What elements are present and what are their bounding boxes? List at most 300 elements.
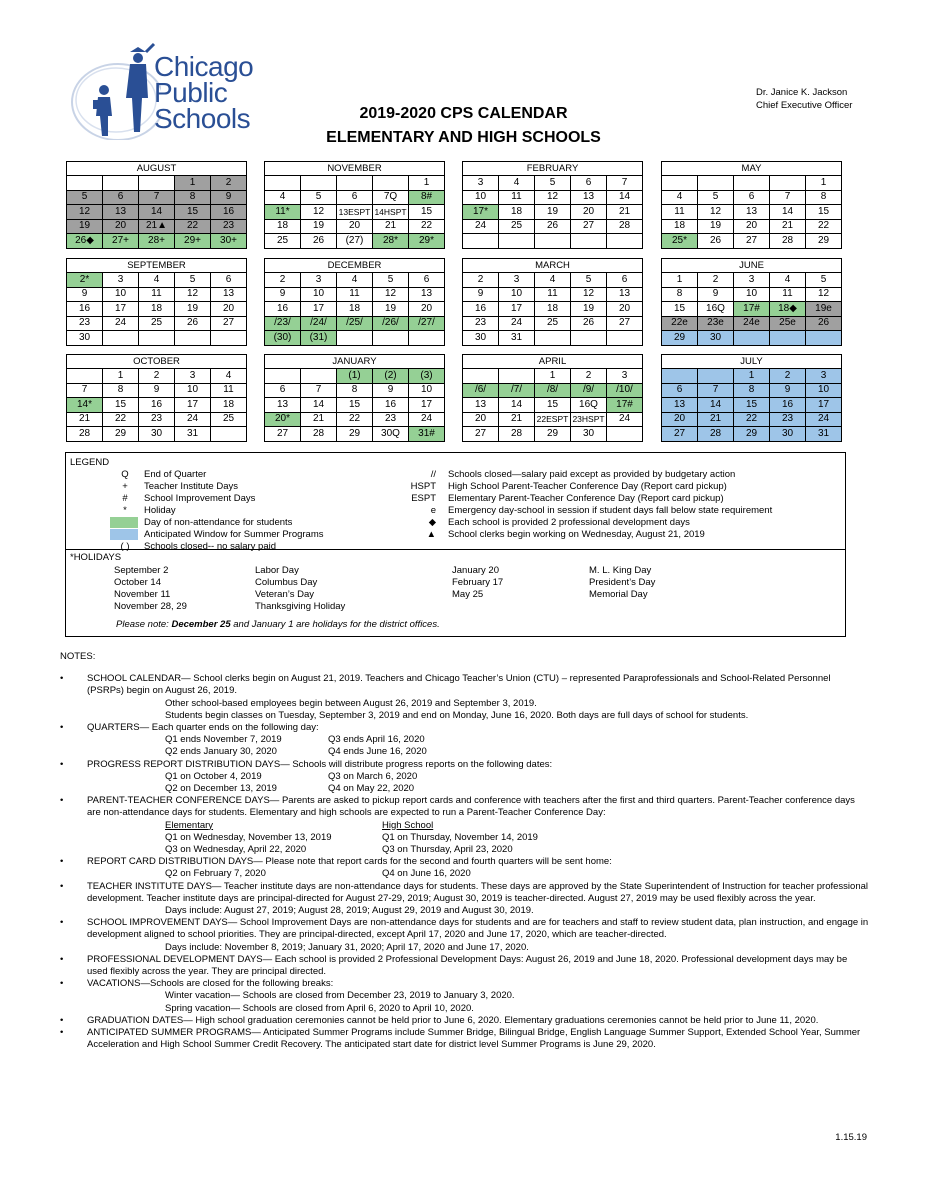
day-cell: 8 [734,383,770,398]
day-cell [265,176,301,191]
week-row [265,176,445,191]
legend-symbol: HSPT [410,481,436,492]
week-row [662,273,842,288]
legend-text: Holiday [144,505,176,516]
page-title [0,102,927,150]
day-cell: 8 [662,287,698,302]
day-cell: 9 [211,190,247,205]
day-cell: 26 [571,316,607,331]
note-item [60,856,870,880]
day-cell: 17 [409,398,445,413]
bullet-icon: • [60,1014,64,1026]
day-cell: 20 [409,302,445,317]
day-cell: 28 [698,427,734,442]
note-wide-cell: Elementary [165,819,214,831]
note-wide-row [60,844,870,856]
day-cell: 19 [175,302,211,317]
day-cell: 13 [662,398,698,413]
week-row [463,427,643,442]
note-subline: Other school-based employees begin between August 26, 2019 and September 3, 2019. [165,697,537,709]
month-table-december [264,258,445,346]
day-cell: 3 [806,369,842,384]
note-text: TEACHER INSTITUTE DAYS— Teacher institute days are non-attendance days for students. These days are approved by the State Superintendent of Instruction for teacher professional development. Teacher institute days are principal-directed for August 27-29, 2019; August 30, 2019 is teacher-directed. August 27, 2019 may be used flexibly across the year. [87,880,868,904]
week-row [265,383,445,398]
legend-symbol: ESPT [411,493,436,504]
day-cell: 21 [698,412,734,427]
day-cell: 5 [373,273,409,288]
day-cell: 20 [211,302,247,317]
day-cell: 18 [499,205,535,220]
legend-text: Schools closed-- no salary paid [144,541,277,552]
day-cell: 29 [103,427,139,442]
note-pair-cell: Q1 on October 4, 2019 [165,770,262,782]
day-cell: (31) [301,331,337,346]
day-cell: 26 [535,219,571,234]
day-cell: 26 [806,316,842,331]
day-cell: 23 [211,219,247,234]
title-line-1: 2019-2020 CPS CALENDAR [359,105,568,122]
month-name: JUNE [662,259,842,273]
legend-text: Emergency day-school in session if student days fall below state requirement [448,505,773,516]
day-cell: /7/ [499,383,535,398]
note-item [60,759,870,796]
note-text: REPORT CARD DISTRIBUTION DAYS— Please note that report cards for the second and fourth quarters will be sent home: [87,856,612,868]
day-cell: 30 [770,427,806,442]
note-subline: Students begin classes on Tuesday, September 3, 2019 and end on Monday, June 16, 2020. Both days are full days of school for students. [165,709,749,721]
note-pair-row [60,783,870,795]
day-cell: 9 [373,383,409,398]
day-cell [734,176,770,191]
day-cell: 12 [301,205,337,220]
legend-text: Each school is provided 2 professional development days [448,517,690,528]
day-cell: 1 [103,369,139,384]
day-cell: 29* [409,234,445,249]
day-cell: 5 [301,190,337,205]
day-cell: 6 [337,190,373,205]
day-cell: 3 [734,273,770,288]
week-row [463,302,643,317]
day-cell: 15 [734,398,770,413]
week-row [463,331,643,346]
week-row [265,316,445,331]
note-subline: Days include: November 8, 2019; January 31, 2020; April 17, 2020 and June 17, 2020. [165,941,529,953]
month-table-september [66,258,247,346]
day-cell [499,234,535,249]
week-row [662,383,842,398]
note-subline: Winter vacation— Schools are closed from December 23, 2019 to January 3, 2020. [165,990,515,1002]
day-cell: 31 [806,427,842,442]
month-table-october [66,354,247,442]
note-subline: Spring vacation— Schools are closed from April 6, 2020 to April 10, 2020. [165,1002,474,1014]
day-cell: 7 [698,383,734,398]
day-cell: 13 [463,398,499,413]
month-name: APRIL [463,355,643,369]
day-cell: 28* [373,234,409,249]
day-cell: 21 [499,412,535,427]
month-name: AUGUST [67,162,247,176]
day-cell: 23 [463,316,499,331]
legend-text: Elementary Parent-Teacher Conference Day (Report card pickup) [448,493,724,504]
day-cell: 9 [265,287,301,302]
day-cell: 25 [535,316,571,331]
day-cell: 2 [265,273,301,288]
legend-text: End of Quarter [144,469,207,480]
day-cell [571,331,607,346]
day-cell: /10/ [607,383,643,398]
day-cell [698,369,734,384]
day-cell: /25/ [337,316,373,331]
note-wide-cell: Q1 on Thursday, November 14, 2019 [382,831,538,843]
executive-title: Chief Executive Officer [756,100,853,111]
week-row [662,412,842,427]
day-cell: 23 [373,412,409,427]
day-cell [499,369,535,384]
day-cell [662,369,698,384]
day-cell: 17* [463,205,499,220]
day-cell: 27 [662,427,698,442]
day-cell: (1) [337,369,373,384]
day-cell: 22 [337,412,373,427]
week-row [265,412,445,427]
day-cell: 7 [67,383,103,398]
week-row [67,287,247,302]
day-cell: 12 [535,190,571,205]
day-cell: 2 [211,176,247,191]
day-cell: 28 [301,427,337,442]
day-cell: 27 [211,316,247,331]
day-cell: 11 [139,287,175,302]
day-cell: 28 [770,234,806,249]
day-cell: 28+ [139,234,175,249]
holiday-cell: M. L. King Day [589,565,652,576]
legend-text: School Improvement Days [144,493,256,504]
day-cell: 15 [103,398,139,413]
day-cell: 31# [409,427,445,442]
district-note [116,619,440,630]
day-cell: /6/ [463,383,499,398]
week-row [463,234,643,249]
day-cell: 10 [103,287,139,302]
day-cell: 1 [535,369,571,384]
day-cell [770,331,806,346]
month-name: JANUARY [265,355,445,369]
day-cell: 19 [535,205,571,220]
day-cell: 16 [139,398,175,413]
month-name: MARCH [463,259,643,273]
day-cell: 15 [662,302,698,317]
day-cell: 25 [265,234,301,249]
day-cell: 21 [301,412,337,427]
holiday-cell: Memorial Day [589,589,648,600]
day-cell: 22 [409,219,445,234]
day-cell [103,176,139,191]
bullet-icon: • [60,856,64,868]
day-cell: 22 [806,219,842,234]
day-cell: 20 [337,219,373,234]
day-cell: 19e [806,302,842,317]
legend-text: Anticipated Window for Summer Programs [144,529,324,540]
week-row [265,302,445,317]
note-wide-cell: High School [382,819,434,831]
executive-name: Dr. Janice K. Jackson [756,87,848,98]
holiday-cell: November 28, 29 [114,601,187,612]
day-cell: 12 [571,287,607,302]
day-cell: 5 [67,190,103,205]
day-cell: 21 [770,219,806,234]
day-cell: 5 [698,190,734,205]
day-cell: 21 [607,205,643,220]
week-row [662,234,842,249]
holiday-cell: Veteran’s Day [255,589,314,600]
day-cell: 15 [409,205,445,220]
week-row [67,273,247,288]
week-row [662,219,842,234]
day-cell: 26 [175,316,211,331]
day-cell: 13ESPT [337,205,373,220]
legend-divider [66,549,845,550]
day-cell: 2 [139,369,175,384]
week-row [662,316,842,331]
day-cell: 22 [734,412,770,427]
day-cell: 24e [734,316,770,331]
day-cell: 25 [211,412,247,427]
legend-box [65,452,846,637]
day-cell: 2* [67,273,103,288]
legend-text: School clerks begin working on Wednesday, August 21, 2019 [448,529,705,540]
day-cell: 17# [734,302,770,317]
day-cell: 22ESPT [535,412,571,427]
day-cell: 6 [662,383,698,398]
day-cell: 3 [607,369,643,384]
day-cell: 20 [734,219,770,234]
day-cell: 3 [499,273,535,288]
day-cell: 7 [770,190,806,205]
bullet-icon: • [60,880,64,892]
day-cell [67,176,103,191]
day-cell: (3) [409,369,445,384]
week-row [463,383,643,398]
month-table-february [462,161,643,249]
month-table-august [66,161,247,249]
day-cell: 30 [571,427,607,442]
day-cell: 18◆ [770,302,806,317]
day-cell: 21 [373,219,409,234]
note-wide-cell: Q2 on February 7, 2020 [165,868,266,880]
day-cell: 26 [698,234,734,249]
day-cell: 23e [698,316,734,331]
week-row [67,316,247,331]
note-pair-cell: Q3 on March 6, 2020 [328,770,418,782]
week-row [463,273,643,288]
day-cell: 9 [463,287,499,302]
day-cell: 24 [499,316,535,331]
bullet-icon: • [60,978,64,990]
day-cell: 6 [265,383,301,398]
day-cell: 13 [571,190,607,205]
bullet-icon: • [60,1027,64,1039]
day-cell: 21 [67,412,103,427]
day-cell: 21▲ [139,219,175,234]
week-row [265,331,445,346]
month-name: NOVEMBER [265,162,445,176]
day-cell: 27 [734,234,770,249]
day-cell: 1 [662,273,698,288]
day-cell: 27+ [103,234,139,249]
day-cell: 24 [463,219,499,234]
day-cell: 13 [265,398,301,413]
month-name: SEPTEMBER [67,259,247,273]
day-cell: 15 [175,205,211,220]
day-cell [535,234,571,249]
week-row [463,412,643,427]
day-cell: 14 [607,190,643,205]
note-text: PARENT-TEACHER CONFERENCE DAYS— Parents are asked to pickup report cards and conference with teachers after the first and third quarters. Parent-Teacher conference days are non-attendance days for students. Elementary and high schools are expected to run a Parent-Teacher Conference Day: [87,795,855,819]
day-cell: 2 [571,369,607,384]
day-cell: 27 [463,427,499,442]
day-cell: 31 [175,427,211,442]
day-cell: 28 [607,219,643,234]
day-cell: 13 [211,287,247,302]
district-note-bold: December 25 [171,619,231,630]
week-row [265,234,445,249]
day-cell: 4 [770,273,806,288]
day-cell: 1 [734,369,770,384]
week-row [463,176,643,191]
day-cell: 12 [67,205,103,220]
note-item [60,954,870,978]
week-row [265,427,445,442]
day-cell: 2 [463,273,499,288]
note-wide-cell: Q3 on Wednesday, April 22, 2020 [165,844,307,856]
day-cell: 4 [211,369,247,384]
day-cell [607,331,643,346]
day-cell: 17# [607,398,643,413]
day-cell: 2 [770,369,806,384]
day-cell: 15 [337,398,373,413]
day-cell: 18 [662,219,698,234]
logo-text-line: Chicago [154,51,254,82]
note-item [60,673,870,722]
day-cell: 20* [265,412,301,427]
day-cell [698,176,734,191]
note-wide-row [60,820,870,832]
day-cell [175,331,211,346]
legend-symbol: ▲ [426,529,436,540]
day-cell: 7 [139,190,175,205]
note-wide-row [60,832,870,844]
day-cell: 17 [175,398,211,413]
day-cell: 8# [409,190,445,205]
day-cell: 4 [265,190,301,205]
district-note-suffix: and January 1 are holidays for the district offices. [230,619,440,630]
day-cell: 7Q [373,190,409,205]
week-row [67,205,247,220]
note-wide-cell: Q3 on Thursday, April 23, 2020 [382,844,513,856]
day-cell: 30 [139,427,175,442]
day-cell: 29 [662,331,698,346]
day-cell: 10 [175,383,211,398]
day-cell: 5 [806,273,842,288]
day-cell: 22 [175,219,211,234]
day-cell: 23 [139,412,175,427]
note-item [60,917,870,954]
day-cell [571,234,607,249]
week-row [67,331,247,346]
note-text: ANTICIPATED SUMMER PROGRAMS— Anticipated Summer Programs include Summer Bridge, Bilingual Bridge, English Language Summer Support, Extended School Year, Summer Acceleration and High School Summer Credit Recovery. The anticipated start date for district level Summer Programs is June 29, 2020. [87,1027,861,1051]
day-cell: 24 [607,412,643,427]
bullet-icon: • [60,953,64,965]
day-cell: 25e [770,316,806,331]
title-line-2: ELEMENTARY AND HIGH SCHOOLS [326,129,601,146]
day-cell: 13 [103,205,139,220]
notes-section [60,651,870,1052]
week-row [265,369,445,384]
month-table-november [264,161,445,249]
day-cell: 18 [211,398,247,413]
note-pair-row [60,734,870,746]
day-cell [409,331,445,346]
week-row [67,383,247,398]
day-cell: 10 [409,383,445,398]
day-cell [662,176,698,191]
day-cell: 11 [535,287,571,302]
day-cell [139,331,175,346]
week-row [463,398,643,413]
week-row [463,287,643,302]
week-row [662,205,842,220]
month-table-june [661,258,842,346]
day-cell: 12 [698,205,734,220]
day-cell: 11 [211,383,247,398]
day-cell: 30+ [211,234,247,249]
day-cell [373,176,409,191]
week-row [67,234,247,249]
day-cell: 19 [373,302,409,317]
note-item [60,795,870,856]
day-cell: 4 [499,176,535,191]
day-cell: (30) [265,331,301,346]
day-cell: 12 [373,287,409,302]
week-row [463,369,643,384]
day-cell: 24 [409,412,445,427]
day-cell: 18 [337,302,373,317]
day-cell: 14* [67,398,103,413]
day-cell: /27/ [409,316,445,331]
day-cell: 11 [499,190,535,205]
day-cell: 14 [770,205,806,220]
day-cell: 5 [571,273,607,288]
legend-symbol: Q [121,469,129,480]
district-note-prefix: Please note: [116,619,172,630]
note-text: QUARTERS— Each quarter ends on the following day: [87,722,319,734]
day-cell: 4 [139,273,175,288]
note-text: PROGRESS REPORT DISTRIBUTION DAYS— Schools will distribute progress reports on the following dates: [87,758,553,770]
day-cell: 25 [139,316,175,331]
holiday-cell: President’s Day [589,577,656,588]
week-row [662,331,842,346]
week-row [265,219,445,234]
month-name: FEBRUARY [463,162,643,176]
note-text: PROFESSIONAL DEVELOPMENT DAYS— Each school is provided 2 Professional Development Days: August 26, 2019 and June 18, 2020. Professional development days may be used flexibly across the year. They are principal directed. [87,953,848,978]
note-pair-cell: Q4 ends June 16, 2020 [328,746,427,758]
week-row [463,205,643,220]
note-text: GRADUATION DATES— High school graduation ceremonies cannot be held prior to June 6, 2020. Elementary graduations ceremonies cannot be held prior to June 11, 2020. [87,1014,819,1026]
day-cell: /8/ [535,383,571,398]
holidays-title: *HOLIDAYS [70,552,122,563]
day-cell: 31 [499,331,535,346]
note-pair-cell: Q2 on December 13, 2019 [165,783,277,795]
holiday-cell: February 17 [452,577,504,588]
